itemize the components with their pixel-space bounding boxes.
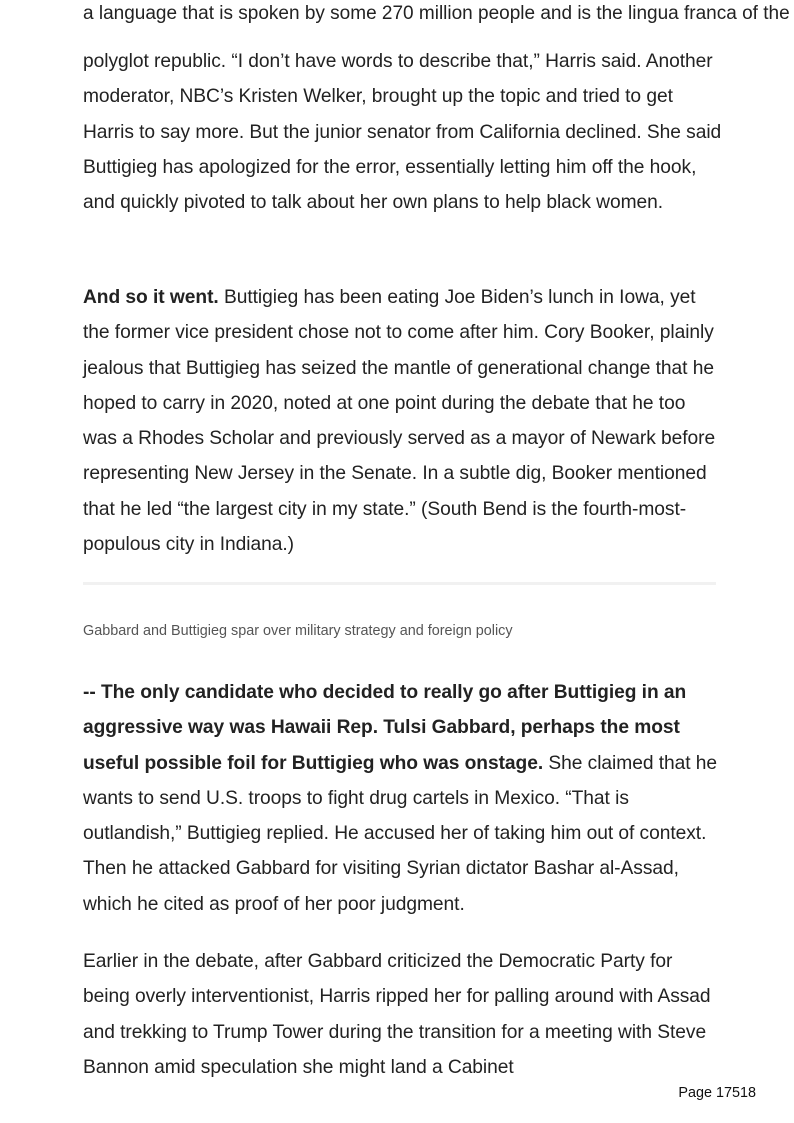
page-number: Page 17518 bbox=[678, 1085, 756, 1101]
paragraph-text: She claimed that he wants to send U.S. troops to fight drug cartels in Mexico. “That is outlandish,” Buttigieg replied. He accused her of taking him out of context. Then he attacked Gabbard for visiting Syrian dictator Bashar al-Assad, which he cited as proof of her poor judgment. bbox=[83, 752, 718, 915]
cut-off-text-line bbox=[83, 3, 790, 32]
paragraph-earlier-debate bbox=[83, 944, 723, 1085]
video-caption: Gabbard and Buttigieg spar over military strategy and foreign policy bbox=[83, 623, 513, 639]
section-divider bbox=[83, 582, 716, 585]
paragraph-text: polyglot republic. “I don’t have words to describe that,” Harris said. Another moderator, NBC’s Kristen Welker, brought up the topic and tried to get Harris to say more. But the junior senator from California declined. She said Buttigieg has apologized for the error, essentially letting him off the hook, and quickly pivoted to talk about her own plans to help black women. bbox=[83, 51, 722, 214]
paragraph-text: Earlier in the debate, after Gabbard criticized the Democratic Party for being overly interventionist, Harris ripped her for palling around with Assad and trekking to Trump Tower during the transition for a meeting with Steve Bannon amid speculation she might land a Cabinet bbox=[83, 951, 711, 1078]
paragraph-lead: And so it went. bbox=[83, 287, 219, 308]
paragraph-text: Buttigieg has been eating Joe Biden’s lunch in Iowa, yet the former vice president chose not to come after him. Cory Booker, plainly jealous that Buttigieg has seized the mantle of generational change that he hoped to carry in 2020, noted at one point during the debate that he too was a Rhodes Scholar and previously served as a mayor of Newark before representing New Jersey in the Senate. In a subtle dig, Booker mentioned that he led “the largest city in my state.” (South Bend is the fourth-most-populous city in Indiana.) bbox=[83, 287, 716, 556]
paragraph-lead: -- The only candidate who decided to really go after Buttigieg in an aggressive way was Hawaii Rep. Tulsi Gabbard, perhaps the most useful possible foil for Buttigieg who was onstage. bbox=[83, 682, 687, 774]
cut-off-text: a language that is spoken by some 270 million people and is the lingua franca of the bbox=[83, 3, 790, 24]
paragraph-gabbard-attack bbox=[83, 675, 723, 922]
paragraph-harris-response bbox=[83, 44, 723, 220]
paragraph-and-so-it-went bbox=[83, 280, 723, 562]
